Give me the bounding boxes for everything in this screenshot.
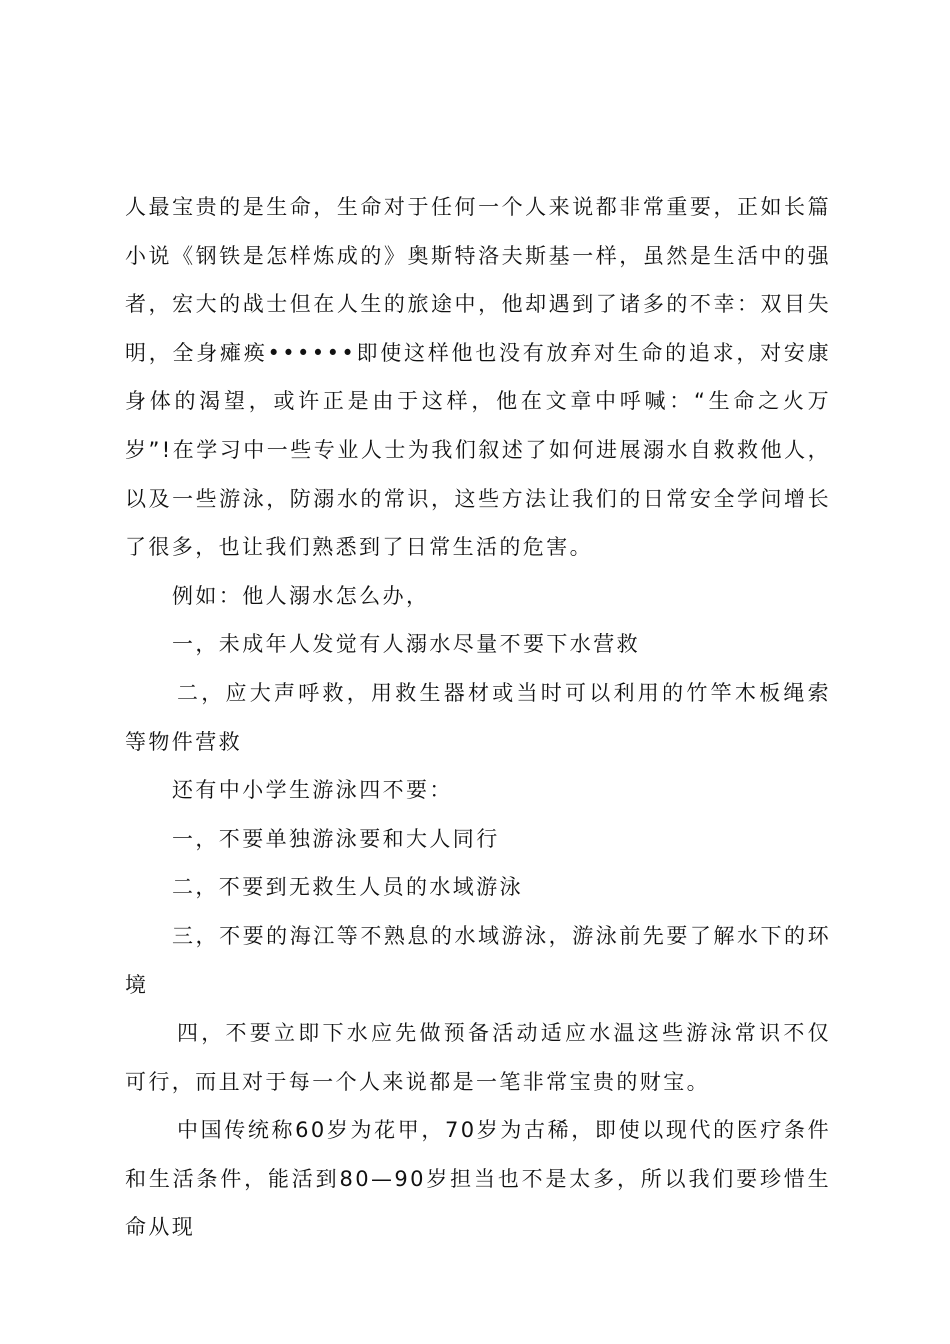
paragraph-rescue-rule-1: 一，未成年人发觉有人溺水尽量不要下水营救 — [172, 632, 640, 657]
paragraph-swimming-four-donts-intro: 还有中小学生游泳四不要： — [172, 778, 453, 803]
paragraph-swim-rule-3: 三，不要的海江等不熟息的水域游泳，游泳前先要了解水下的环境 — [125, 923, 831, 997]
paragraph-life-is-precious: 人最宝贵的是生命，生命对于任何一个人来说都非常重要，正如长篇小说《钢铁是怎样炼成的》奥斯特洛夫斯基一样，虽然是生活中的强者，宏大的战士但在人生的旅途中，他却遇到了诸多的不幸：双目失明，全身瘫痪••••••即使这样他也没有放弃对生命的追求，对安康身体的渴望，或许正是由于这样，他在文章中呼喊：“生命之火万岁”!在学习中一些专业人士为我们叙述了如何进展溺水自救救他人，以及一些游泳，防溺水的常识，这些方法让我们的日常安全学问增长了很多，也让我们熟悉到了日常生活的危害。 — [125, 195, 831, 560]
paragraph-swim-rule-4: 四，不要立即下水应先做预备活动适应水温这些游泳常识不仅可行，而且对于每一个人来说都是一笔非常宝贵的财宝。 — [125, 1021, 831, 1094]
paragraph-swim-rule-2: 二，不要到无救生人员的水域游泳 — [172, 875, 523, 900]
paragraph-swim-rule-1: 一，不要单独游泳要和大人同行 — [172, 826, 500, 851]
paragraph-rescue-rule-2: 二，应大声呼救，用救生器材或当时可以利用的竹竿木板绳索等物件营救 — [125, 680, 831, 754]
document-body — [125, 183, 831, 1252]
paragraph-cherish-life: 中国传统称60岁为花甲，70岁为古稀，即使以现代的医疗条件和生活条件，能活到80—90岁担当也不是太多，所以我们要珍惜生命从现 — [125, 1118, 831, 1240]
paragraph-example-intro: 例如：他人溺水怎么办， — [172, 583, 430, 608]
